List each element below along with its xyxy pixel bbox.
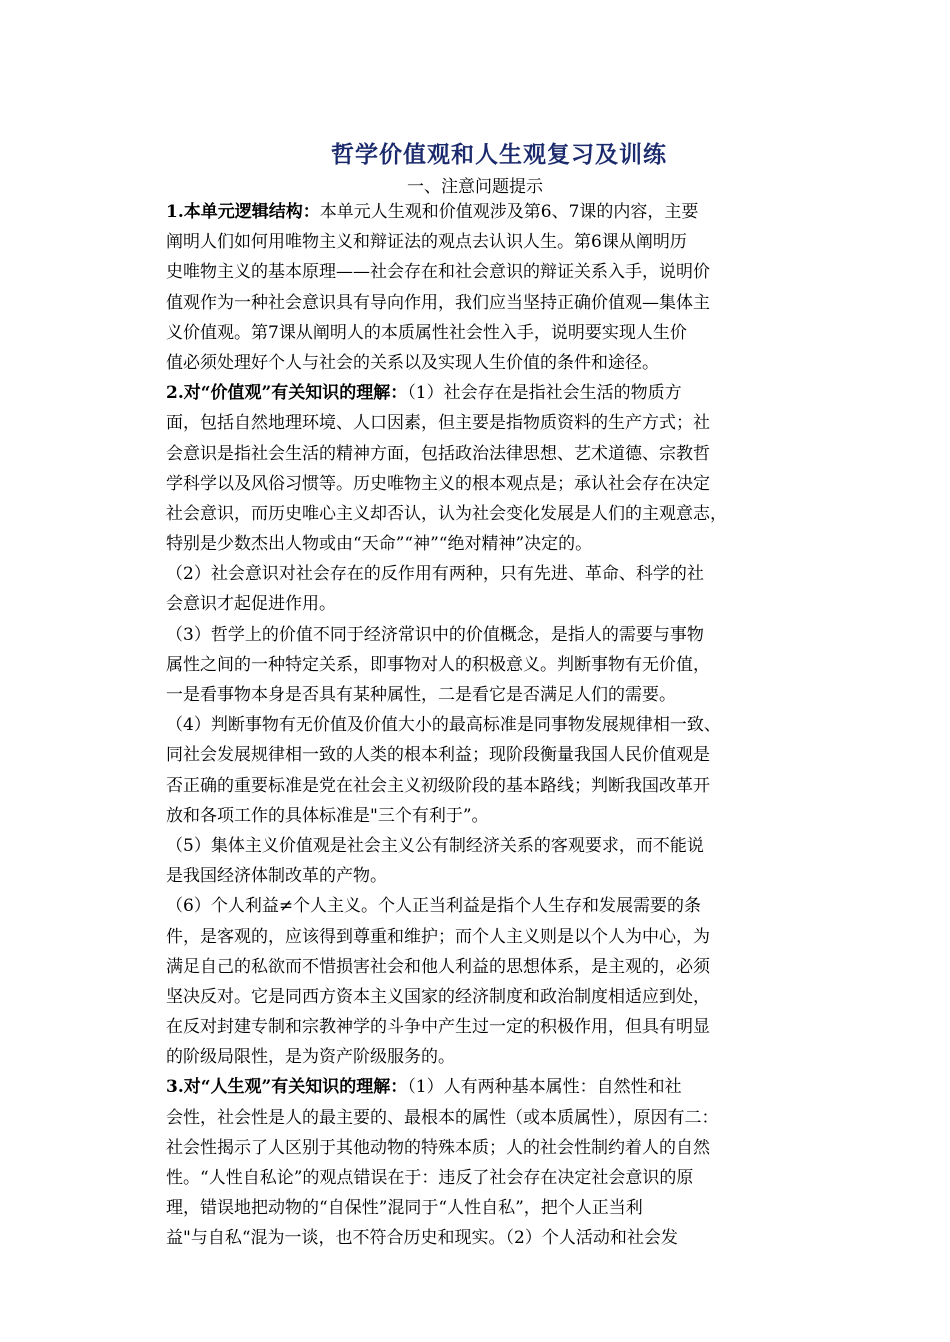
paragraph-line (166, 1012, 796, 1042)
line-text: （1）人有两种基本属性：自然性和社 (407, 1077, 682, 1098)
paragraph-line (166, 378, 796, 408)
line-text: 学科学以及风俗习惯等。历史唯物主义的根本观点是；承认社会存在决定 (166, 473, 710, 494)
line-text: （1）社会存在是指社会生活的物质方 (407, 383, 682, 404)
paragraph-line (166, 650, 796, 680)
line-text: 会意识是指社会生活的精神方面，包括政治法律思想、艺术道德、宗教哲 (166, 443, 710, 464)
paragraph-line (166, 439, 796, 469)
document-title: 哲学价值观和人生观复习及训练 (331, 141, 667, 168)
paragraph-line (166, 831, 796, 861)
document-body (166, 197, 796, 1254)
line-text: 属性之间的一种特定关系，即事物对人的积极意义。判断事物有无价值， (166, 654, 710, 675)
paragraph-line (166, 559, 796, 589)
paragraph-line (166, 1223, 796, 1253)
item-heading: 3.对“人生观”有关知识的理解： (166, 1077, 408, 1098)
line-text: （5）集体主义价值观是社会主义公有制经济关系的客观要求，而不能说 (166, 835, 704, 856)
paragraph-line (166, 589, 796, 619)
line-text: 社会意识，而历史唯心主义却否认，认为社会变化发展是人们的主观意志， (166, 503, 727, 524)
paragraph-line (166, 771, 796, 801)
line-text: （6）个人利益≠个人主义。个人正当利益是指个人生存和发展需要的条 (166, 896, 702, 917)
paragraph-line (166, 982, 796, 1012)
item-heading: 2.对“价值观”有关知识的理解： (166, 383, 408, 404)
line-text: 史唯物主义的基本原理——社会存在和社会意识的辩证关系入手，说明价 (166, 262, 710, 283)
line-text: 社会性揭示了人区别于其他动物的特殊本质；人的社会性制约着人的自然 (166, 1137, 710, 1158)
paragraph-line (166, 1193, 796, 1223)
line-text: 一是看事物本身是否具有某种属性，二是看它是否满足人们的需要。 (166, 685, 676, 705)
line-text: 的阶级局限性，是为资产阶级服务的。 (166, 1047, 455, 1068)
line-text: 值观作为一种社会意识具有导向作用，我们应当坚持正确价值观—集体主 (166, 292, 710, 313)
line-text: 在反对封建专制和宗教神学的斗争中产生过一定的积极作用，但具有明显 (166, 1017, 710, 1038)
line-text: 否正确的重要标准是党在社会主义初级阶段的基本路线；判断我国改革开 (166, 775, 710, 796)
paragraph-line (166, 922, 796, 952)
paragraph-line (166, 710, 796, 740)
line-text: 同社会发展规律相一致的人类的根本利益；现阶段衡量我国人民价值观是 (166, 745, 710, 766)
paragraph-line (166, 469, 796, 499)
paragraph-line (166, 740, 796, 770)
line-text: 会性，社会性是人的最主要的、最根本的属性（或本质属性），原因有二： (166, 1107, 719, 1128)
paragraph-line (166, 1072, 796, 1102)
paragraph-line (166, 257, 796, 287)
paragraph-line (166, 318, 796, 348)
paragraph-line (166, 499, 796, 529)
paragraph-line (166, 891, 796, 921)
line-text: 会意识才起促进作用。 (166, 594, 336, 615)
line-text: （4）判断事物有无价值及价值大小的最高标准是同事物发展规律相一致、 (166, 715, 721, 736)
paragraph-line (166, 952, 796, 982)
line-text: 义价值观。第7课从阐明人的本质属性社会性入手，说明要实现人生价 (166, 322, 687, 343)
paragraph-line (166, 227, 796, 257)
line-text: （3）哲学上的价值不同于经济常识中的价值概念，是指人的需要与事物 (166, 624, 704, 645)
paragraph-line (166, 1133, 796, 1163)
paragraph-line (166, 620, 796, 650)
line-text: （2）社会意识对社会存在的反作用有两种，只有先进、革命、科学的社 (166, 564, 704, 585)
line-text: 满足自己的私欲而不惜损害社会和他人利益的思想体系，是主观的，必须 (166, 956, 710, 977)
line-text: 面，包括自然地理环境、人口因素，但主要是指物质资料的生产方式；社 (166, 413, 710, 434)
paragraph-line (166, 1042, 796, 1072)
line-text: 是我国经济体制改革的产物。 (166, 866, 387, 887)
line-text: 理，错误地把动物的“自保性”混同于“人性自私”，把个人正当利 (166, 1198, 643, 1219)
line-text: 坚决反对。它是同西方资本主义国家的经济制度和政治制度相适应到处， (166, 986, 710, 1007)
line-text: 本单元人生观和价值观涉及第6、7课的内容，主要 (319, 202, 699, 222)
line-text: 放和各项工作的具体标准是"三个有利于”。 (166, 805, 489, 826)
line-text: 件，是客观的，应该得到尊重和维护；而个人主义则是以个人为中心，为 (166, 926, 710, 947)
line-text: 特别是少数杰出人物或由“天命”“神”“绝对精神”决定的。 (166, 534, 593, 555)
section-heading: 一、注意问题提示 (407, 177, 543, 197)
paragraph-line (166, 348, 796, 378)
paragraph-line (166, 529, 796, 559)
line-text: 值必须处理好个人与社会的关系以及实现人生价值的条件和途径。 (166, 352, 659, 373)
paragraph-line (166, 197, 796, 227)
paragraph-line (166, 801, 796, 831)
paragraph-line (166, 288, 796, 318)
paragraph-line (166, 408, 796, 438)
paragraph-line (166, 1163, 796, 1193)
paragraph-line (166, 680, 796, 710)
line-text: 益"与自私“混为一谈，也不符合历史和现实。（2）个人活动和社会发 (166, 1228, 678, 1249)
line-text: 性。“人性自私论”的观点错误在于：违反了社会存在决定社会意识的原 (166, 1168, 694, 1188)
paragraph-line (166, 861, 796, 891)
paragraph-line (166, 1103, 796, 1133)
line-text: 阐明人们如何用唯物主义和辩证法的观点去认识人生。第6课从阐明历 (166, 232, 687, 253)
item-heading: 1.本单元逻辑结构： (166, 202, 320, 222)
